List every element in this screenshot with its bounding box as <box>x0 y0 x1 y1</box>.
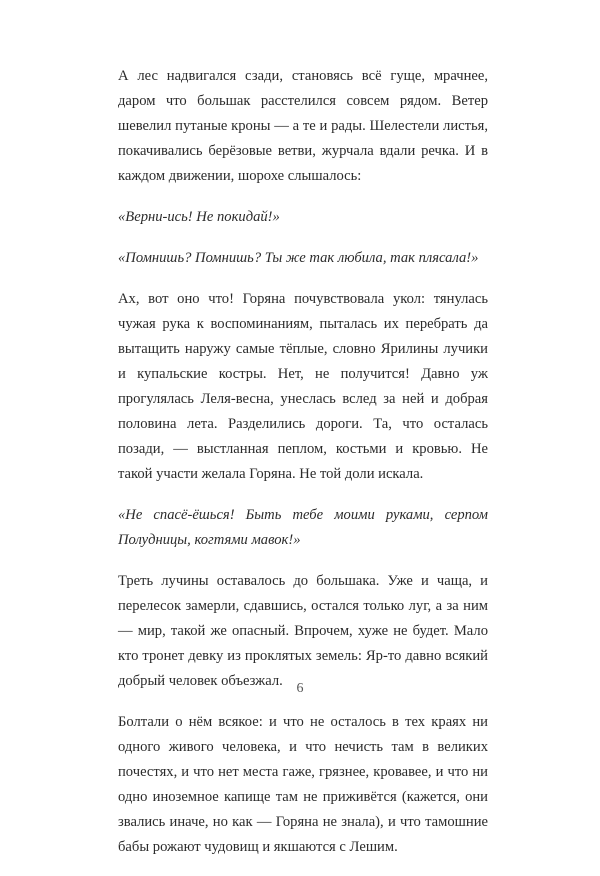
paragraph-4: Ах, вот оно что! Горяна почувствовала укол: тянулась чужая рука к воспоминаниям, пыталась их перебрать да вытащить наружу самые тёплые, словно Ярилины лучики и купальские костры. Нет, не получится! Давно уж прогулялась Леля-весна, унеслась вслед за ней и добрая половина лета. Разделились дороги. Та, что осталась позади, — выстланная пеплом, костьми и кровью. Не такой участи желала Горяна. Не той доли искала. <box>118 291 488 482</box>
paragraph-3-italic-voice: «Помнишь? Помнишь? Ты же так любила, так плясала!» <box>118 250 479 266</box>
paragraph-6: Треть лучины оставалось до большака. Уже и чаща, и перелесок замерли, сдавшись, остался только луг, а за ним — мир, такой же опасный. Впрочем, хуже не будет. Мало кто тронет девку из проклятых земель: Яр-то давно всякий добрый человек объезжал. <box>118 573 488 689</box>
paragraph-1: А лес надвигался сзади, становясь всё гуще, мрачнее, даром что большак расстелился совсем рядом. Ветер шевелил путаные кроны — а те и рады. Шелестели листья, покачивались берёзовые ветви, журчала вдали речка. И в каждом движении, шорохе слышалось: <box>118 68 488 184</box>
paragraph-5-italic-voice: «Не спасё-ёшься! Быть тебе моими руками, серпом Полудницы, когтями мавок!» <box>118 507 488 548</box>
page-number: 6 <box>296 681 304 696</box>
paragraph-2-italic-voice: «Верни-ись! Не покидай!» <box>118 209 280 225</box>
paragraph-7: Болтали о нём всякое: и что не осталось в тех краях ни одного живого человека, и что нечисть там в великих почестях, и что нет места гаже, грязнее, кровавее, и что ни одно иноземное капище там не приживётся (кажется, они звались иначе, но как — Горяна не знала), и что тамошние бабы рожают чудовищ и якшаются с Лешим. <box>118 714 488 855</box>
book-page-text <box>118 64 488 876</box>
